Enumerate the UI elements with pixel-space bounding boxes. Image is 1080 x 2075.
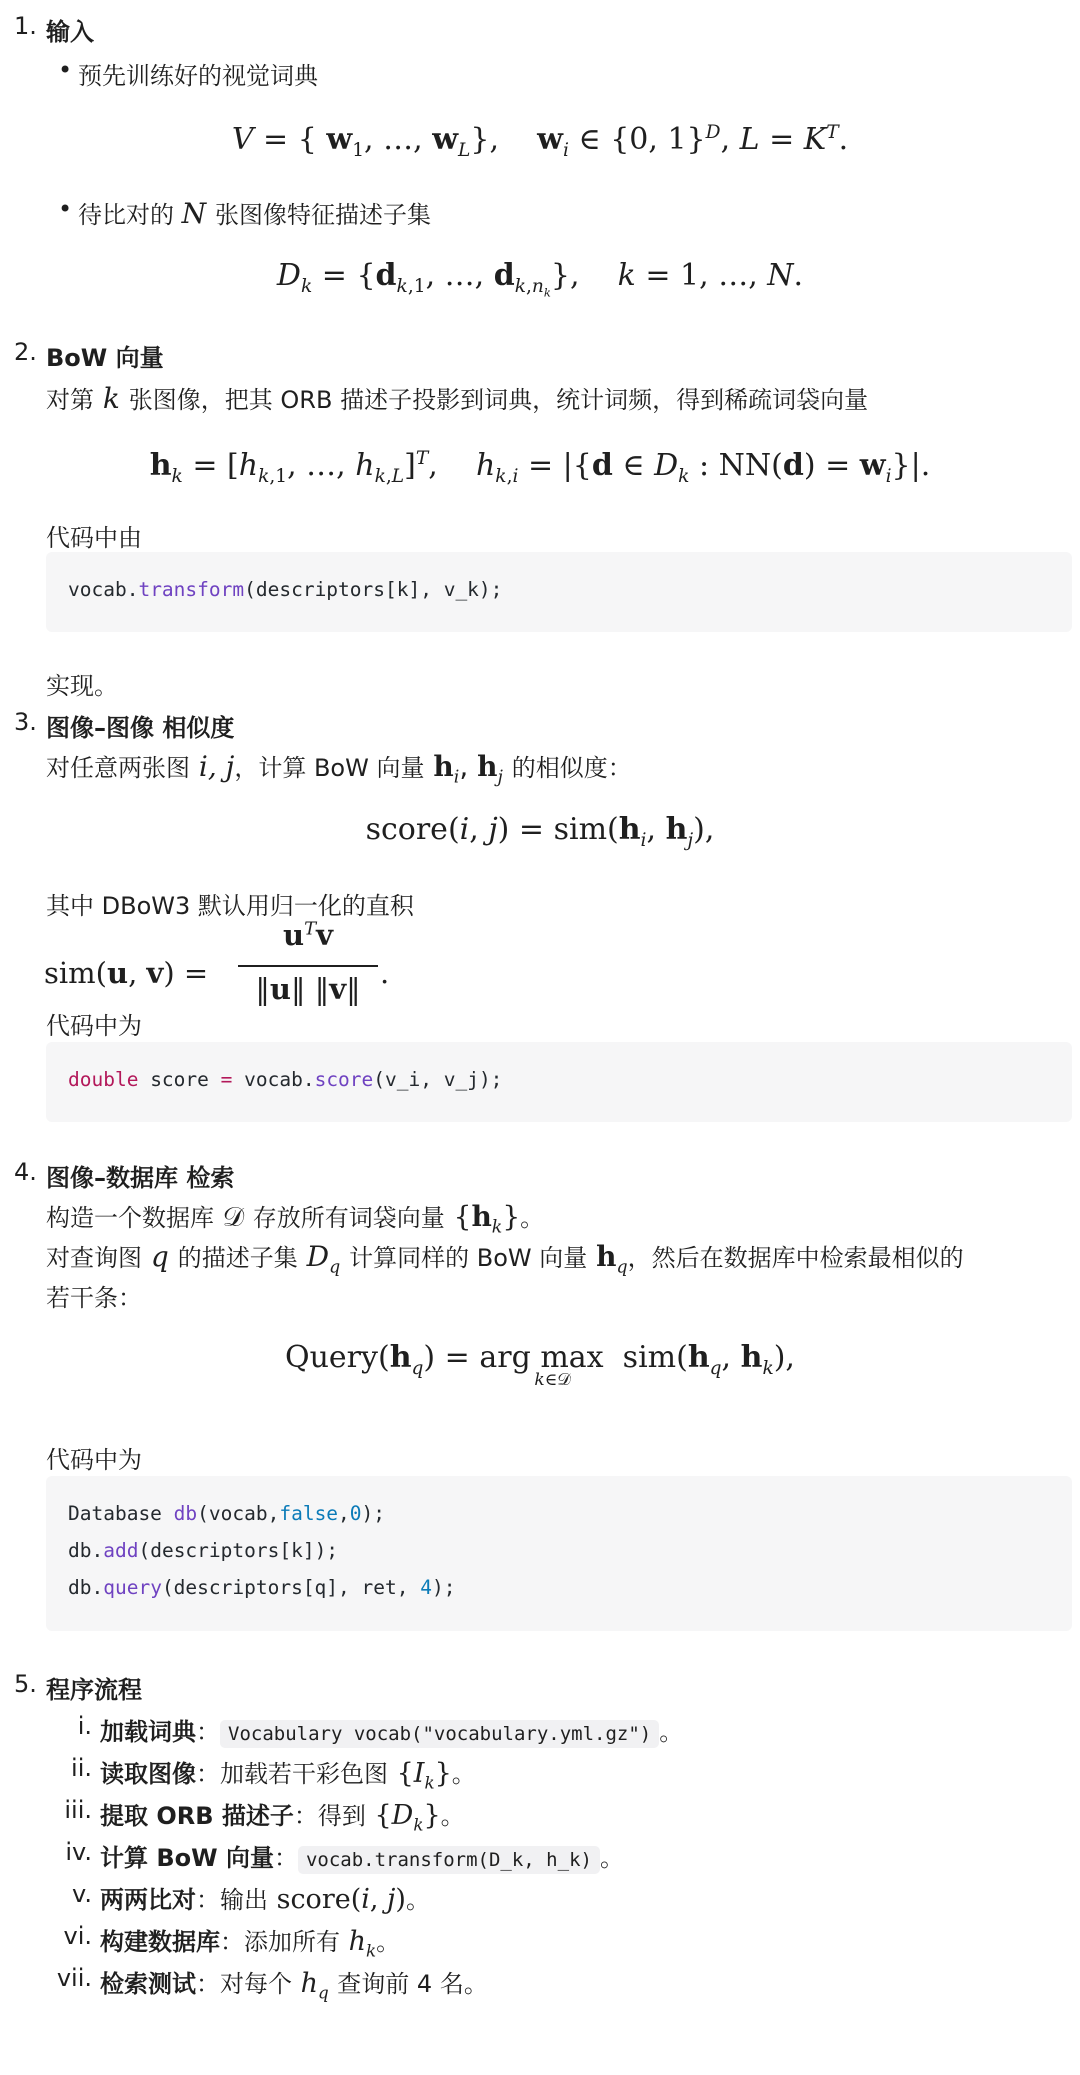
section-2-code-intro: 代码中由	[46, 524, 142, 552]
section-number: 5.	[14, 1670, 37, 1698]
code-line: vocab.transform(descriptors[k], v_k);	[68, 578, 503, 601]
inline-code: vocab.transform(D_k, h_k)	[298, 1846, 600, 1874]
section-2-paragraph: 对第 k 张图像，把其 ORB 描述子投影到词典，统计词频，得到稀疏词袋向量	[46, 382, 869, 415]
step-label: 加载词典	[100, 1718, 196, 1746]
text-pre: 对任意两张图	[46, 754, 190, 782]
bullet-descriptor-sets: • 待比对的 N 张图像特征描述子集	[78, 195, 431, 230]
step-label: 构建数据库	[100, 1928, 220, 1956]
step-compute-bow	[0, 1838, 1080, 1872]
section-3-code-intro: 代码中为	[46, 1012, 142, 1040]
step-text: 对每个	[220, 1970, 292, 1998]
step-label: 两两比对	[100, 1886, 196, 1914]
step-sep: ：	[220, 1928, 244, 1956]
step-post: 。	[451, 1760, 476, 1788]
section-number: 3.	[14, 708, 37, 736]
text-post: 。	[520, 1204, 545, 1232]
section-title: 输入	[46, 18, 94, 46]
step-read-images: ii. 读取图像：加载若干彩色图 $\{I_k\}$。	[0, 1754, 1080, 1788]
text-mid: 存放所有词袋向量	[252, 1204, 445, 1232]
text-post: ，然后在数据库中检索最相似的	[627, 1244, 964, 1272]
section-2-code-outro: 实现。	[46, 672, 118, 700]
code-block-score	[46, 1042, 1072, 1122]
equation-vocabulary: V = { $w_1$, …, $w_L$}, $w_i$ ∈ {0, 1}$^D$, $L = K^T$.	[231, 122, 849, 161]
bullet-text-pre: 待比对的	[78, 201, 174, 229]
section-4-paragraph-2b: 若干条：	[46, 1284, 142, 1312]
step-post: 查询前 4 名。	[337, 1970, 488, 1998]
code-line: db.add(descriptors[k]);	[68, 1539, 339, 1562]
code-block-transform	[46, 552, 1072, 632]
equation-bow-vector: $h_k = [h_{k,1}$, …, $h_{k,L}]^T$, $h_{k,i} = |\{d$ ∈ $D_k$ : $NN(d) = w_i\}|$.	[149, 448, 931, 487]
step-retrieval-test: vii. 检索测试：对每个 $h_q$ 查询前 4 名。	[0, 1964, 1080, 1998]
section-title: 程序流程	[46, 1676, 142, 1704]
step-number: iv.	[65, 1838, 92, 1866]
step-post: 。	[376, 1928, 401, 1956]
section-number: 4.	[14, 1158, 37, 1186]
text-mid-2: 计算同样的 BoW 向量	[349, 1244, 588, 1272]
bullet-text: 预先训练好的视觉词典	[78, 62, 318, 90]
section-title: BoW 向量	[46, 344, 164, 372]
step-load-vocabulary	[0, 1712, 1080, 1746]
code-block-database	[46, 1476, 1072, 1631]
section-4-code-intro: 代码中为	[46, 1446, 142, 1474]
code-line: Database db(vocab,false,0);	[68, 1502, 386, 1525]
step-label: 检索测试	[100, 1970, 196, 1998]
section-4-paragraph-2: 对查询图 q 的描述子集 $D_q$ 计算同样的 BoW 向量 $h_q$，然后在数据库中检索最相似的	[46, 1240, 964, 1278]
text-mid-1: 的描述子集	[177, 1244, 298, 1272]
step-number: v.	[72, 1880, 92, 1908]
step-label: 读取图像	[100, 1760, 196, 1788]
bullet-vocabulary	[78, 56, 318, 91]
inline-code: Vocabulary vocab("vocabulary.yml.gz")	[220, 1720, 659, 1748]
step-label: 计算 BoW 向量	[100, 1844, 274, 1872]
step-text: 得到	[317, 1802, 366, 1830]
equation-query: $Query(h_q)$ = arg max k∈𝒟 $sim(h_q$, $h_k$),	[285, 1340, 795, 1390]
step-post: 。	[405, 1886, 430, 1914]
equation-descriptor-set: $D_k = \{d_{k,1}$, …, $d_{k,n_k}$}, k = 1, …, N.	[276, 258, 804, 300]
step-text: 输出	[220, 1886, 268, 1914]
step-sep: ：	[196, 1970, 220, 1998]
step-sep: ：	[196, 1886, 220, 1914]
section-number: 2.	[14, 338, 37, 366]
step-sep: ：	[293, 1802, 318, 1830]
text-mid: ，计算 BoW 向量	[234, 754, 425, 782]
code-line: double score = vocab.score(v_i, v_j);	[68, 1068, 503, 1091]
text-post: 的相似度：	[511, 754, 632, 782]
bullet-text-post: 张图像特征描述子集	[215, 201, 432, 229]
step-label: 提取 ORB 描述子	[100, 1802, 294, 1830]
section-title: 图像–数据库 检索	[46, 1164, 235, 1192]
section-3-norm-text: 其中 DBoW3 默认用归一化的直积	[46, 892, 414, 920]
step-number: vi.	[63, 1922, 92, 1950]
step-number: iii.	[64, 1796, 92, 1824]
text-post: 张图像，把其 ORB 描述子投影到词典，统计词频，得到稀疏词袋向量	[128, 386, 869, 414]
section-number: 1.	[14, 12, 37, 40]
text-pre: 构造一个数据库	[46, 1204, 214, 1232]
step-number: vii.	[56, 1964, 92, 1992]
step-text: 加载若干彩色图	[220, 1760, 388, 1788]
code-line: db.query(descriptors[q], ret, 4);	[68, 1576, 456, 1599]
equation-score: score(i, $j) = sim(h_i$, $h_j$),	[365, 812, 715, 851]
step-post: 。	[659, 1718, 684, 1746]
step-sep: ：	[196, 1718, 220, 1746]
text-pre: 对查询图	[46, 1244, 142, 1272]
section-3-paragraph: 对任意两张图 i, j，计算 BoW 向量 $h_i$, $h_j$ 的相似度：	[46, 750, 632, 788]
step-post: 。	[599, 1844, 624, 1872]
step-post: 。	[440, 1802, 465, 1830]
step-number: ii.	[71, 1754, 92, 1782]
step-number: i.	[77, 1712, 92, 1740]
step-sep: ：	[196, 1760, 220, 1788]
step-pairwise-compare: v. 两两比对：输出 score(i, j)。	[0, 1880, 1080, 1914]
text-pre: 对第	[46, 386, 94, 414]
section-4-paragraph-1: 构造一个数据库 𝒟 存放所有词袋向量 $\{h_k\}$。	[46, 1200, 545, 1238]
section-title: 图像–图像 相似度	[46, 714, 235, 742]
step-sep: ：	[273, 1844, 298, 1872]
step-extract-orb: iii. 提取 ORB 描述子：得到 $\{D_k\}$。	[0, 1796, 1080, 1830]
step-build-database: vi. 构建数据库：添加所有 $h_k$。	[0, 1922, 1080, 1956]
step-text: 添加所有	[244, 1928, 340, 1956]
